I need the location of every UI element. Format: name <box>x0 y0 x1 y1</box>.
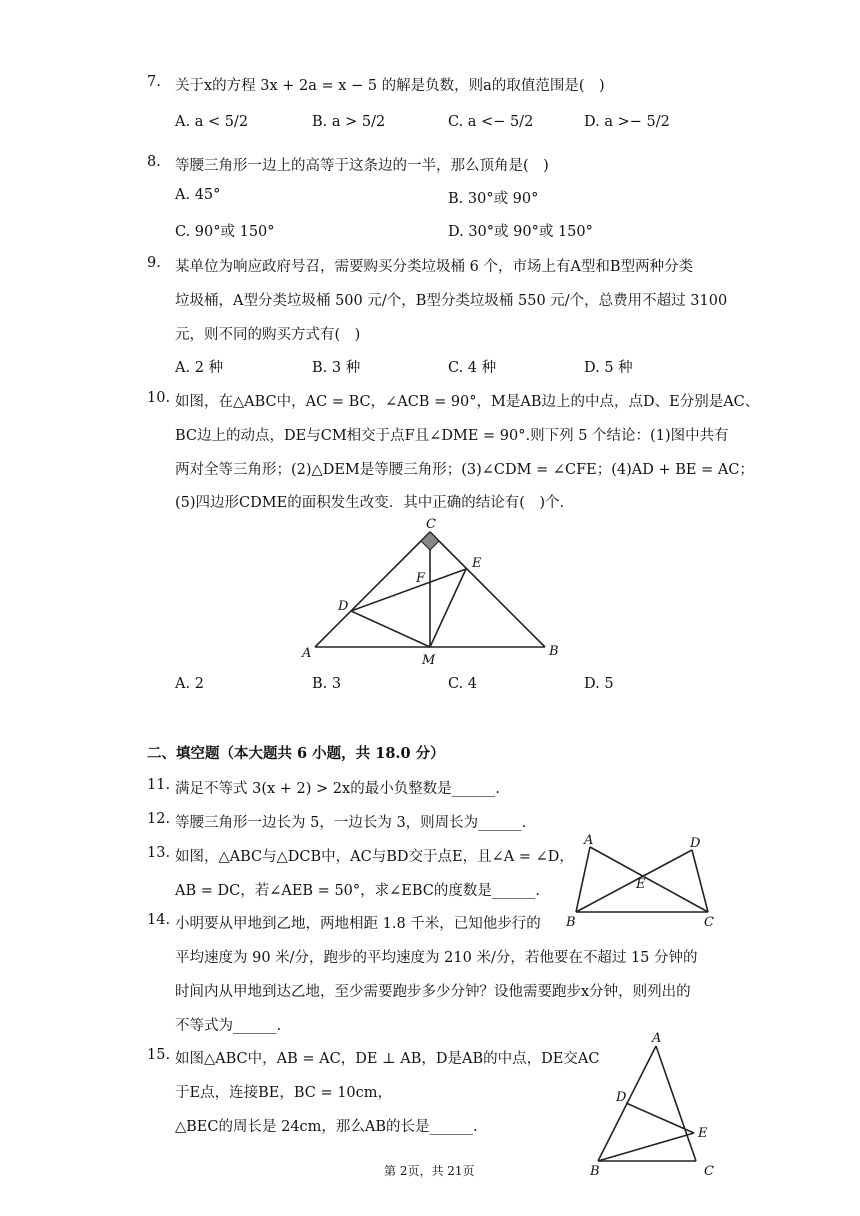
q12-stem: 等腰三角形一边长为 5，一边长为 3，则周长为______. <box>175 815 527 831</box>
q13-label-e: E <box>636 877 646 892</box>
q13-segment-dc <box>692 850 708 912</box>
q10-label-b: B <box>549 644 559 659</box>
q10-line-1: 如图，在△ABC中，AC = BC，∠ACB = 90°，M是AB边上的中点，点D、E分别是AC、 <box>175 394 760 410</box>
q13-label-b: B <box>566 915 576 930</box>
q8-option-c: C. 90°或 150° <box>175 224 275 240</box>
q9-option-c: C. 4 种 <box>448 360 497 376</box>
q10-segment-bc <box>430 532 545 647</box>
q13-figure <box>560 830 725 930</box>
q15-label-e: E <box>698 1126 708 1141</box>
q15-label-b: B <box>590 1164 600 1179</box>
q15-line-1: 如图△ABC中，AB = AC，DE ⊥ AB，D是AB的中点，DE交AC <box>175 1051 600 1067</box>
q13-label-d: D <box>690 836 701 851</box>
q11-stem: 满足不等式 3(x + 2) > 2x的最小负整数是______. <box>175 781 500 797</box>
q15-label-a: A <box>652 1031 662 1046</box>
q15-segment-de <box>626 1103 694 1133</box>
q14-line-4: 不等式为______. <box>175 1018 282 1034</box>
q13-label-c: C <box>704 915 714 930</box>
q10-line-3: 两对全等三角形；(2)△DEM是等腰三角形；(3)∠CDM = ∠CFE；(4)AD + BE = AC； <box>175 462 754 478</box>
q15-label-d: D <box>616 1090 627 1105</box>
q9-line-1: 某单位为响应政府号召，需要购买分类垃圾桶 6 个，市场上有A型和B型两种分类 <box>175 259 694 275</box>
q14-number: 14. <box>147 912 171 928</box>
q15-number: 15. <box>147 1047 171 1063</box>
q9-line-2: 垃圾桶，A型分类垃圾桶 500 元/个，B型分类垃圾桶 550 元/个，总费用不超过 3100 <box>175 293 728 309</box>
q11-number: 11. <box>147 777 171 793</box>
q15-segment-ac <box>656 1046 696 1161</box>
q14-line-3: 时间内从甲地到达乙地，至少需要跑步多少分钟？设他需要跑步x分钟，则列出的 <box>175 984 691 1000</box>
q8-stem: 等腰三角形一边上的高等于这条边的一半，那么顶角是( ) <box>175 158 549 174</box>
q10-option-d: D. 5 <box>584 676 614 692</box>
q15-figure <box>584 1030 724 1180</box>
q8-option-a: A. 45° <box>175 187 221 203</box>
q10-label-c: C <box>426 517 436 532</box>
q9-option-a: A. 2 种 <box>175 360 224 376</box>
section-heading: 二、填空题（本大题共 6 小题，共 18.0 分） <box>147 745 445 762</box>
q14-line-1: 小明要从甲地到乙地，两地相距 1.8 千米，已知他步行的 <box>175 916 541 932</box>
q8-option-b: B. 30°或 90° <box>448 191 539 207</box>
q13-number: 13. <box>147 845 171 861</box>
q10-segment-dm <box>351 611 430 647</box>
q10-line-4: (5)四边形CDME的面积发生改变．其中正确的结论有( )个. <box>175 495 565 511</box>
q10-label-d: D <box>338 599 349 614</box>
q9-option-b: B. 3 种 <box>312 360 361 376</box>
q7-option-d: D. a >− 5/2 <box>584 114 670 130</box>
q10-option-b: B. 3 <box>312 676 342 692</box>
q14-line-2: 平均速度为 90 米/分，跑步的平均速度为 210 米/分，若他要在不超过 15 分钟的 <box>175 950 698 966</box>
page-footer: 第 2页，共 21页 <box>384 1164 475 1178</box>
q10-label-f: F <box>416 571 426 586</box>
q8-number: 8. <box>147 154 161 170</box>
q10-line-2: BC边上的动点，DE与CM相交于点F且∠DME = 90°.则下列 5 个结论：(1)图中共有 <box>175 428 729 444</box>
q10-figure <box>298 515 568 670</box>
q10-option-c: C. 4 <box>448 676 478 692</box>
q15-line-3: △BEC的周长是 24cm，那么AB的长是______. <box>175 1119 478 1135</box>
q8-option-d: D. 30°或 90°或 150° <box>448 224 593 240</box>
q15-line-2: 于E点，连接BE，BC = 10cm， <box>175 1085 393 1101</box>
q9-option-d: D. 5 种 <box>584 360 633 376</box>
q12-number: 12. <box>147 811 171 827</box>
q9-line-3: 元，则不同的购买方式有( ) <box>175 327 361 343</box>
q10-label-a: A <box>302 646 312 661</box>
q7-option-b: B. a > 5/2 <box>312 114 386 130</box>
q7-number: 7. <box>147 74 161 90</box>
q7-stem: 关于x的方程 3x + 2a = x − 5 的解是负数，则a的取值范围是( ) <box>175 78 605 94</box>
q10-right-angle-mark <box>421 532 439 550</box>
q10-label-m: M <box>422 653 436 668</box>
q10-number: 10. <box>147 390 171 406</box>
q10-segment-ac <box>315 532 430 647</box>
q15-segment-be <box>598 1133 694 1161</box>
q13-line-1: 如图，△ABC与△DCB中，AC与BD交于点E，且∠A = ∠D， <box>175 849 574 865</box>
q10-label-e: E <box>472 556 482 571</box>
q13-line-2: AB = DC，若∠AEB = 50°，求∠EBC的度数是______. <box>175 883 541 899</box>
q7-option-a: A. a < 5/2 <box>175 114 249 130</box>
q13-segment-bd <box>576 850 692 912</box>
q10-option-a: A. 2 <box>175 676 204 692</box>
q13-segment-ab <box>576 847 590 912</box>
q13-label-a: A <box>584 833 594 848</box>
q13-segment-ac <box>590 847 708 912</box>
q7-option-c: C. a <− 5/2 <box>448 114 534 130</box>
q15-label-c: C <box>704 1164 714 1179</box>
q9-number: 9. <box>147 255 161 271</box>
